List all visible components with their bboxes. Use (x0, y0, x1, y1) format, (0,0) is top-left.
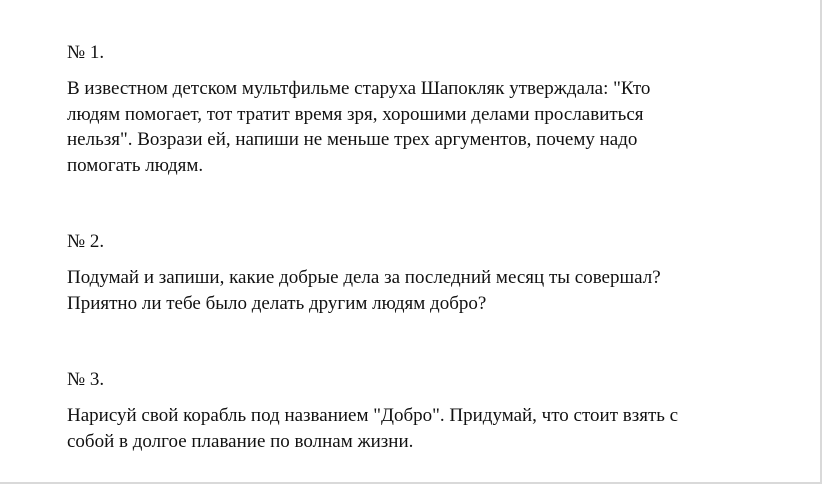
task-1 (67, 42, 767, 178)
task-3 (67, 369, 767, 454)
task-text-line: помогать людям. (67, 154, 204, 176)
task-number: № 2. (67, 231, 105, 252)
task-text (67, 76, 767, 178)
task-text-line: В известном детском мультфильме старуха Шапокляк утверждала: "Кто (67, 78, 651, 99)
task-text-line: людям помогает, тот тратит время зря, хорошими делами прославиться (67, 103, 644, 125)
task-text-line: собой в долгое плавание по волнам жизни. (67, 430, 414, 452)
task-number: № 1. (67, 42, 105, 63)
task-text-line: Подумай и запиши, какие добрые дела за последний месяц ты совершал? (67, 267, 661, 288)
task-text (67, 265, 767, 316)
task-2 (67, 231, 767, 316)
task-number: № 3. (67, 369, 105, 390)
task-text (67, 403, 767, 454)
task-text-line: нельзя". Возрази ей, напиши не меньше трех аргументов, почему надо (67, 129, 638, 150)
task-text-line: Нарисуй свой корабль под названием "Добро". Придумай, что стоит взять с (67, 405, 679, 426)
task-text-line: Приятно ли тебе было делать другим людям добро? (67, 292, 487, 314)
